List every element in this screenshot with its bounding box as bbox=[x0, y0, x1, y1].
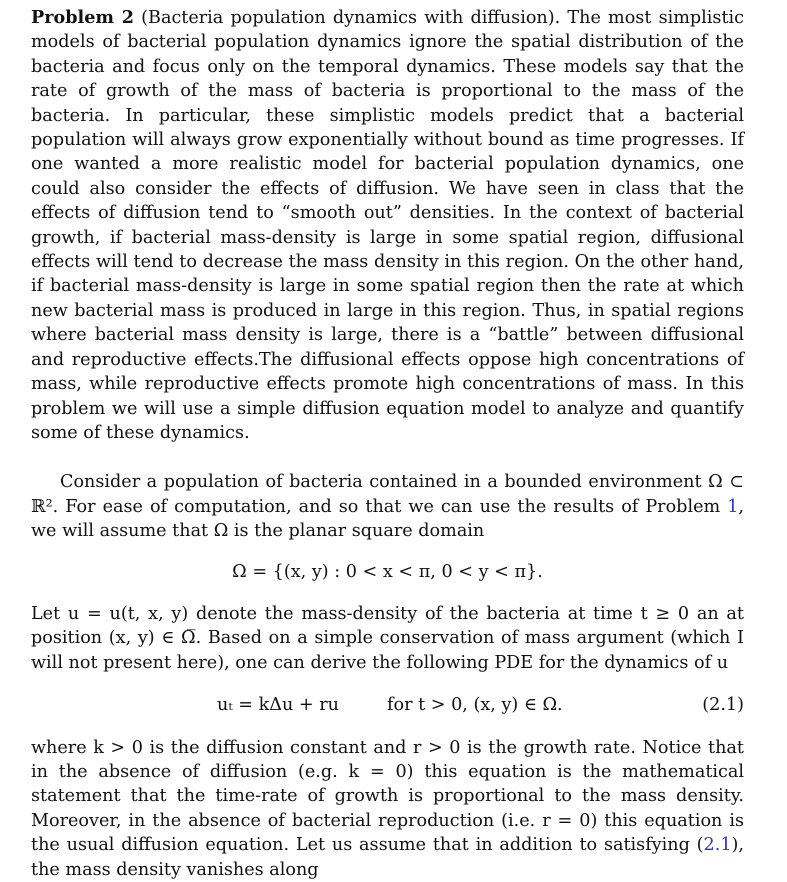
equation-number: (2.1) bbox=[702, 695, 744, 716]
problem-heading: Problem 2 bbox=[31, 7, 134, 28]
pde-equation: uₜ = kΔu + ru bbox=[217, 695, 339, 716]
pde-equation-display bbox=[31, 693, 744, 717]
constants-paragraph bbox=[31, 736, 744, 882]
constants-text-1: where k > 0 is the diffusion constant and r > 0 is the growth rate. Notice that in the absence of diffusion (e.g. k = 0) this equation is the mathematical statement that the time-rate of growth is proportional to the mass density. Moreover, in the absence of bacterial reproduction (i.e. r = 0) this equation is the usual diffusion equation. Let us assume that in addition to satisfying ( bbox=[31, 737, 744, 856]
constants-text-2: ), the mass density vanishes along bbox=[31, 835, 744, 880]
domain-text-2: , we will assume that Ω is the planar square domain bbox=[31, 496, 744, 542]
density-paragraph bbox=[31, 602, 744, 675]
problem-paragraph bbox=[31, 6, 744, 445]
domain-paragraph bbox=[31, 470, 744, 543]
domain-definition: Ω = {(x, y) : 0 < x < π, 0 < y < π}. bbox=[232, 561, 543, 582]
paragraph-gap bbox=[31, 445, 744, 470]
problem-body: The most simplistic models of bacterial population dynamics ignore the spatial distribution of the bacteria and focus only on the temporal dynamics. These models say that the rate of growth of the mass of bacteria is proportional to the mass of the bacteria. In particular, these simplistic models predict that a bacterial population will always grow exponentially without bound as time progresses. If one wanted a more realistic model for bacterial population dynamics, one could also consider the effects of diffusion. We have seen in class that the effects of diffusion tend to “smooth out” densities. In the context of bacterial growth, if bacterial mass-density is large in some spatial region, diffusional effects will tend to decrease the mass density in this region. On the other hand, if bacterial mass-density is large in some spatial region then the rate at which new bacterial mass is produced in large in this region. Thus, in spatial regions where bacterial mass density is large, there is a “battle” between diffusional and reproductive effects.The diffusional effects oppose high concentrations of mass, while reproductive effects promote high concentrations of mass. In this problem we will use a simple diffusion equation model to analyze and quantify some of these dynamics. bbox=[31, 8, 745, 443]
problem-title: (Bacteria population dynamics with diffusion). bbox=[141, 8, 561, 28]
equation-reference-link[interactable]: 2.1 bbox=[703, 835, 732, 856]
density-text: Let u = u(t, x, y) denote the mass-density of the bacteria at time t ≥ 0 an at position (x, y) ∈ Ω̅. Based on a simple conservation of mass argument (which I will not present here), one can derive the following PDE for the dynamics of u bbox=[31, 603, 744, 673]
pde-condition: for t > 0, (x, y) ∈ Ω. bbox=[387, 695, 563, 716]
domain-definition-display bbox=[31, 560, 744, 584]
problem-reference-link[interactable]: 1 bbox=[727, 496, 739, 517]
domain-text-1: Consider a population of bacteria contained in a bounded environment Ω ⊂ ℝ². For ease of computation, and so that we can use the results of Problem bbox=[31, 472, 744, 517]
